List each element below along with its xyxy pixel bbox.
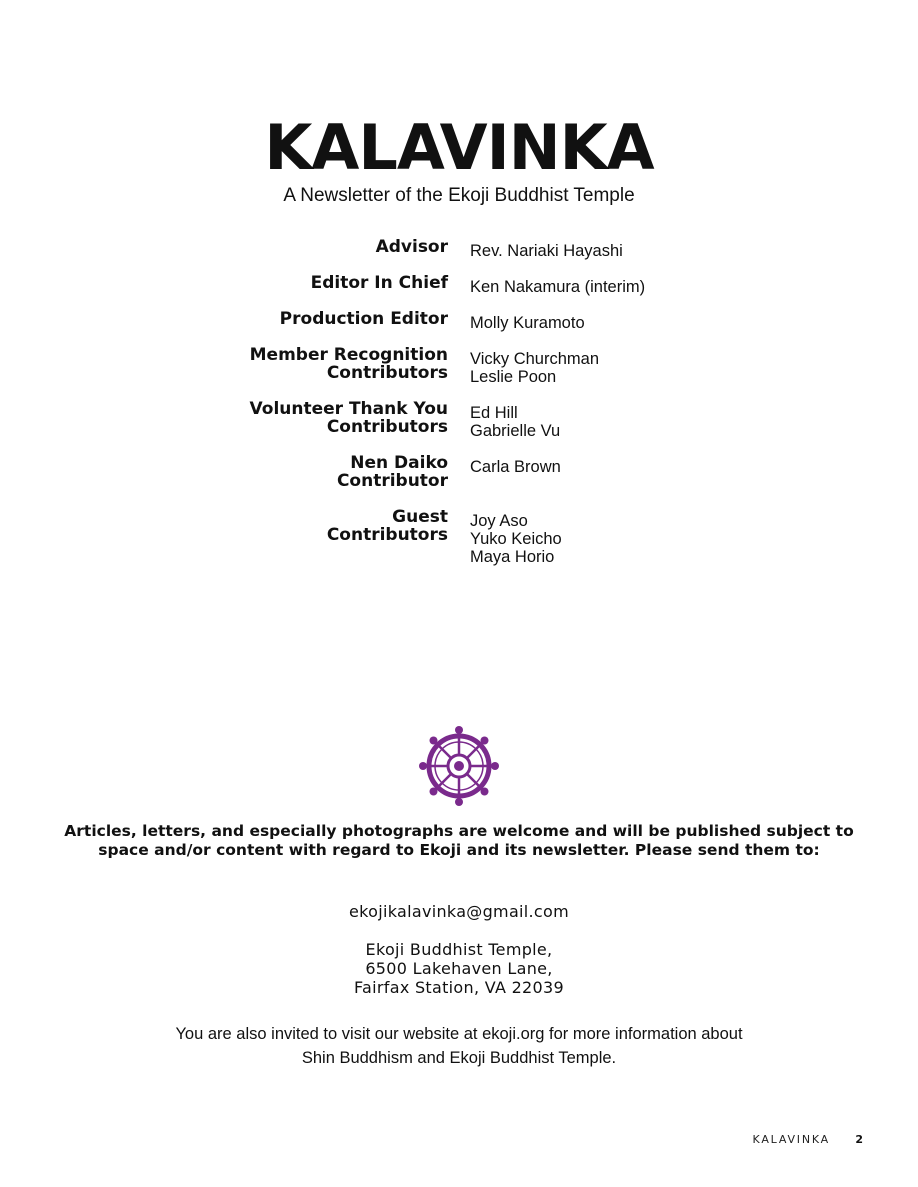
staff-role: Editor In Chief: [310, 273, 448, 293]
staff-names: Ken Nakamura (interim): [470, 278, 646, 296]
staff-names: Carla Brown: [470, 458, 561, 476]
staff-row-guest: [0, 508, 918, 568]
page-number: 2: [855, 1133, 863, 1146]
staff-role: Member Recognition Contributors: [249, 345, 448, 383]
staff-row-advisor: [0, 238, 918, 274]
newsletter-title: KALAVINKA: [264, 111, 654, 184]
staff-names: Ed Hill Gabrielle Vu: [470, 404, 561, 440]
newsletter-subtitle: A Newsletter of the Ekoji Buddhist Temple: [283, 185, 635, 206]
staff-row-volunteer-thank-you: [0, 400, 918, 454]
staff-names: Joy Aso Yuko Keicho Maya Horio: [470, 512, 562, 566]
staff-role: Nen Daiko Contributor: [336, 453, 448, 491]
website-note: You are also invited to visit our website at ekoji.org for more information about Shin Buddhism and Ekoji Buddhist Temple.: [175, 1025, 743, 1067]
mailing-address: Ekoji Buddhist Temple, 6500 Lakehaven Lane, Fairfax Station, VA 22039: [354, 940, 564, 997]
staff-names: Molly Kuramoto: [470, 314, 585, 332]
staff-row-editor-in-chief: [0, 274, 918, 310]
staff-row-nen-daiko: [0, 454, 918, 508]
staff-row-production-editor: [0, 310, 918, 346]
staff-list: [0, 238, 918, 568]
staff-names: Rev. Nariaki Hayashi: [470, 242, 623, 260]
contact-email[interactable]: ekojikalavinka@gmail.com: [349, 902, 569, 921]
staff-role: Guest Contributors: [326, 507, 448, 545]
staff-role: Advisor: [375, 237, 448, 257]
staff-role: Production Editor: [279, 309, 448, 329]
dharma-wheel-icon: [418, 725, 500, 807]
submission-notice: Articles, letters, and especially photographs are welcome and will be published subject to space and/or content with regard to Ekoji and its newsletter. Please send them to:: [64, 822, 854, 859]
staff-role: Volunteer Thank You Contributors: [249, 399, 448, 437]
staff-row-member-recognition: [0, 346, 918, 400]
footer-publication-name: KALAVINKA: [752, 1133, 830, 1146]
staff-names: Vicky Churchman Leslie Poon: [470, 350, 599, 386]
